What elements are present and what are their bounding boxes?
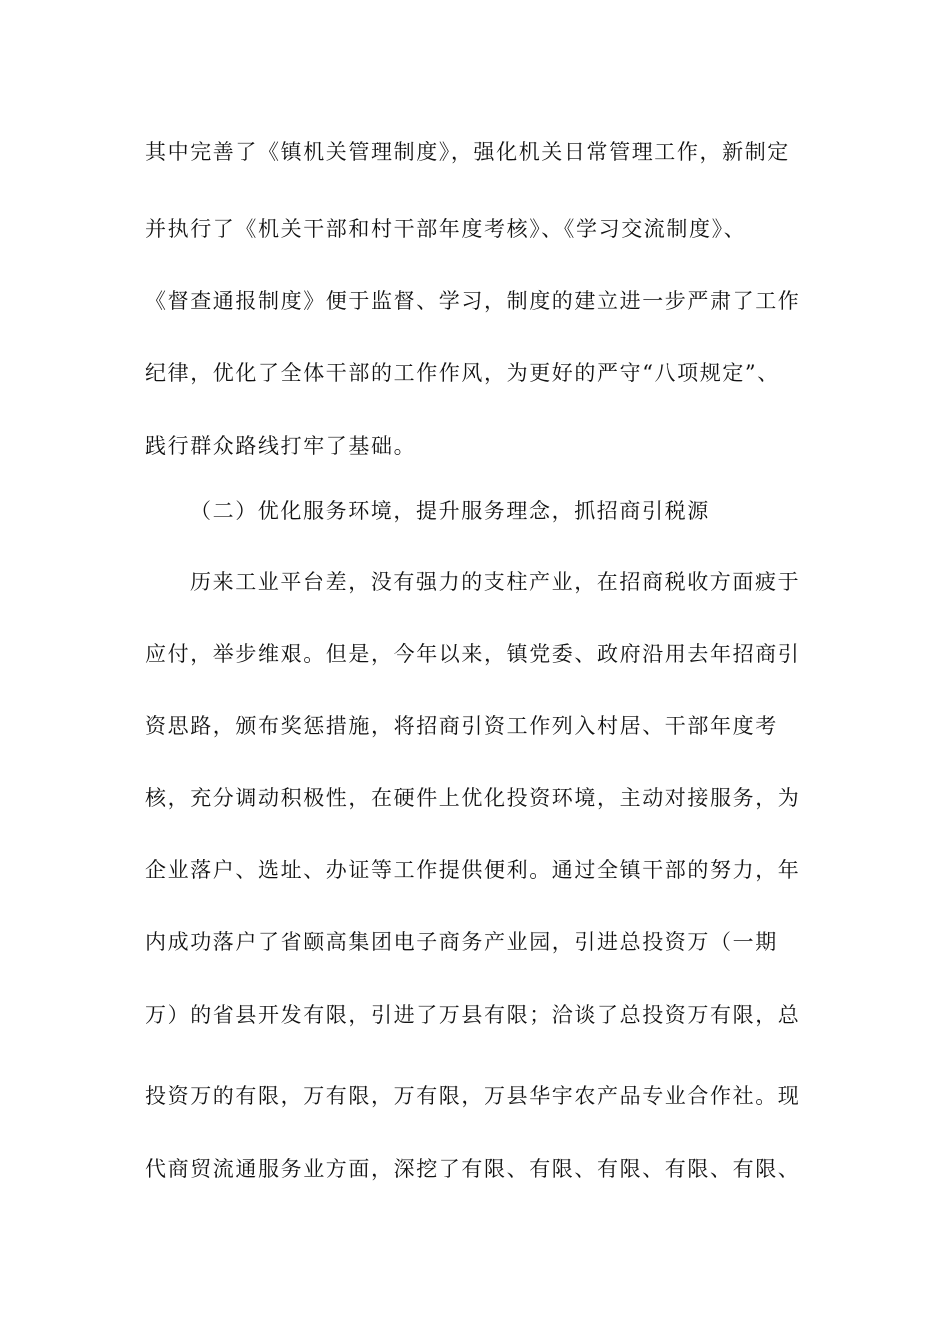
paragraph-2-line-9: 代商贸流通服务业方面，深挖了有限、有限、有限、有限、有限、 <box>145 1157 801 1181</box>
paragraph-2-line-2: 应付，举步维艰。但是，今年以来，镇党委、政府沿用去年招商引 <box>145 642 801 666</box>
paragraph-2-line-4: 核，充分调动积极性，在硬件上优化投资环境，主动对接服务，为 <box>145 786 801 810</box>
paragraph-2-line-1: 历来工业平台差，没有强力的支柱产业，在招商税收方面疲于 <box>190 570 801 594</box>
section-heading: （二）优化服务环境，提升服务理念，抓招商引税源 <box>190 499 710 523</box>
paragraph-2-line-6: 内成功落户了省颐高集团电子商务产业园，引进总投资万（一期 <box>145 930 778 954</box>
paragraph-1-line-4: 纪律，优化了全体干部的工作作风，为更好的严守“八项规定”、 <box>145 361 780 385</box>
paragraph-1-line-2: 并执行了《机关干部和村干部年度考核》、《学习交流制度》、 <box>145 217 747 241</box>
paragraph-2-line-3: 资思路，颁布奖惩措施，将招商引资工作列入村居、干部年度考 <box>145 714 778 738</box>
paragraph-2-line-7: 万）的省县开发有限，引进了万县有限；洽谈了总投资万有限，总 <box>145 1003 801 1027</box>
paragraph-1-line-1: 其中完善了《镇机关管理制度》，强化机关日常管理工作，新制定 <box>145 140 790 164</box>
paragraph-2-line-8: 投资万的有限，万有限，万有限，万县华宇农产品专业合作社。现 <box>145 1084 801 1108</box>
paragraph-1-line-3: 《督查通报制度》便于监督、学习，制度的建立进一步严肃了工作 <box>145 289 801 313</box>
paragraph-1-line-5: 践行群众路线打牢了基础。 <box>145 434 417 458</box>
paragraph-2-line-5: 企业落户、选址、办证等工作提供便利。通过全镇干部的努力，年 <box>145 858 801 882</box>
